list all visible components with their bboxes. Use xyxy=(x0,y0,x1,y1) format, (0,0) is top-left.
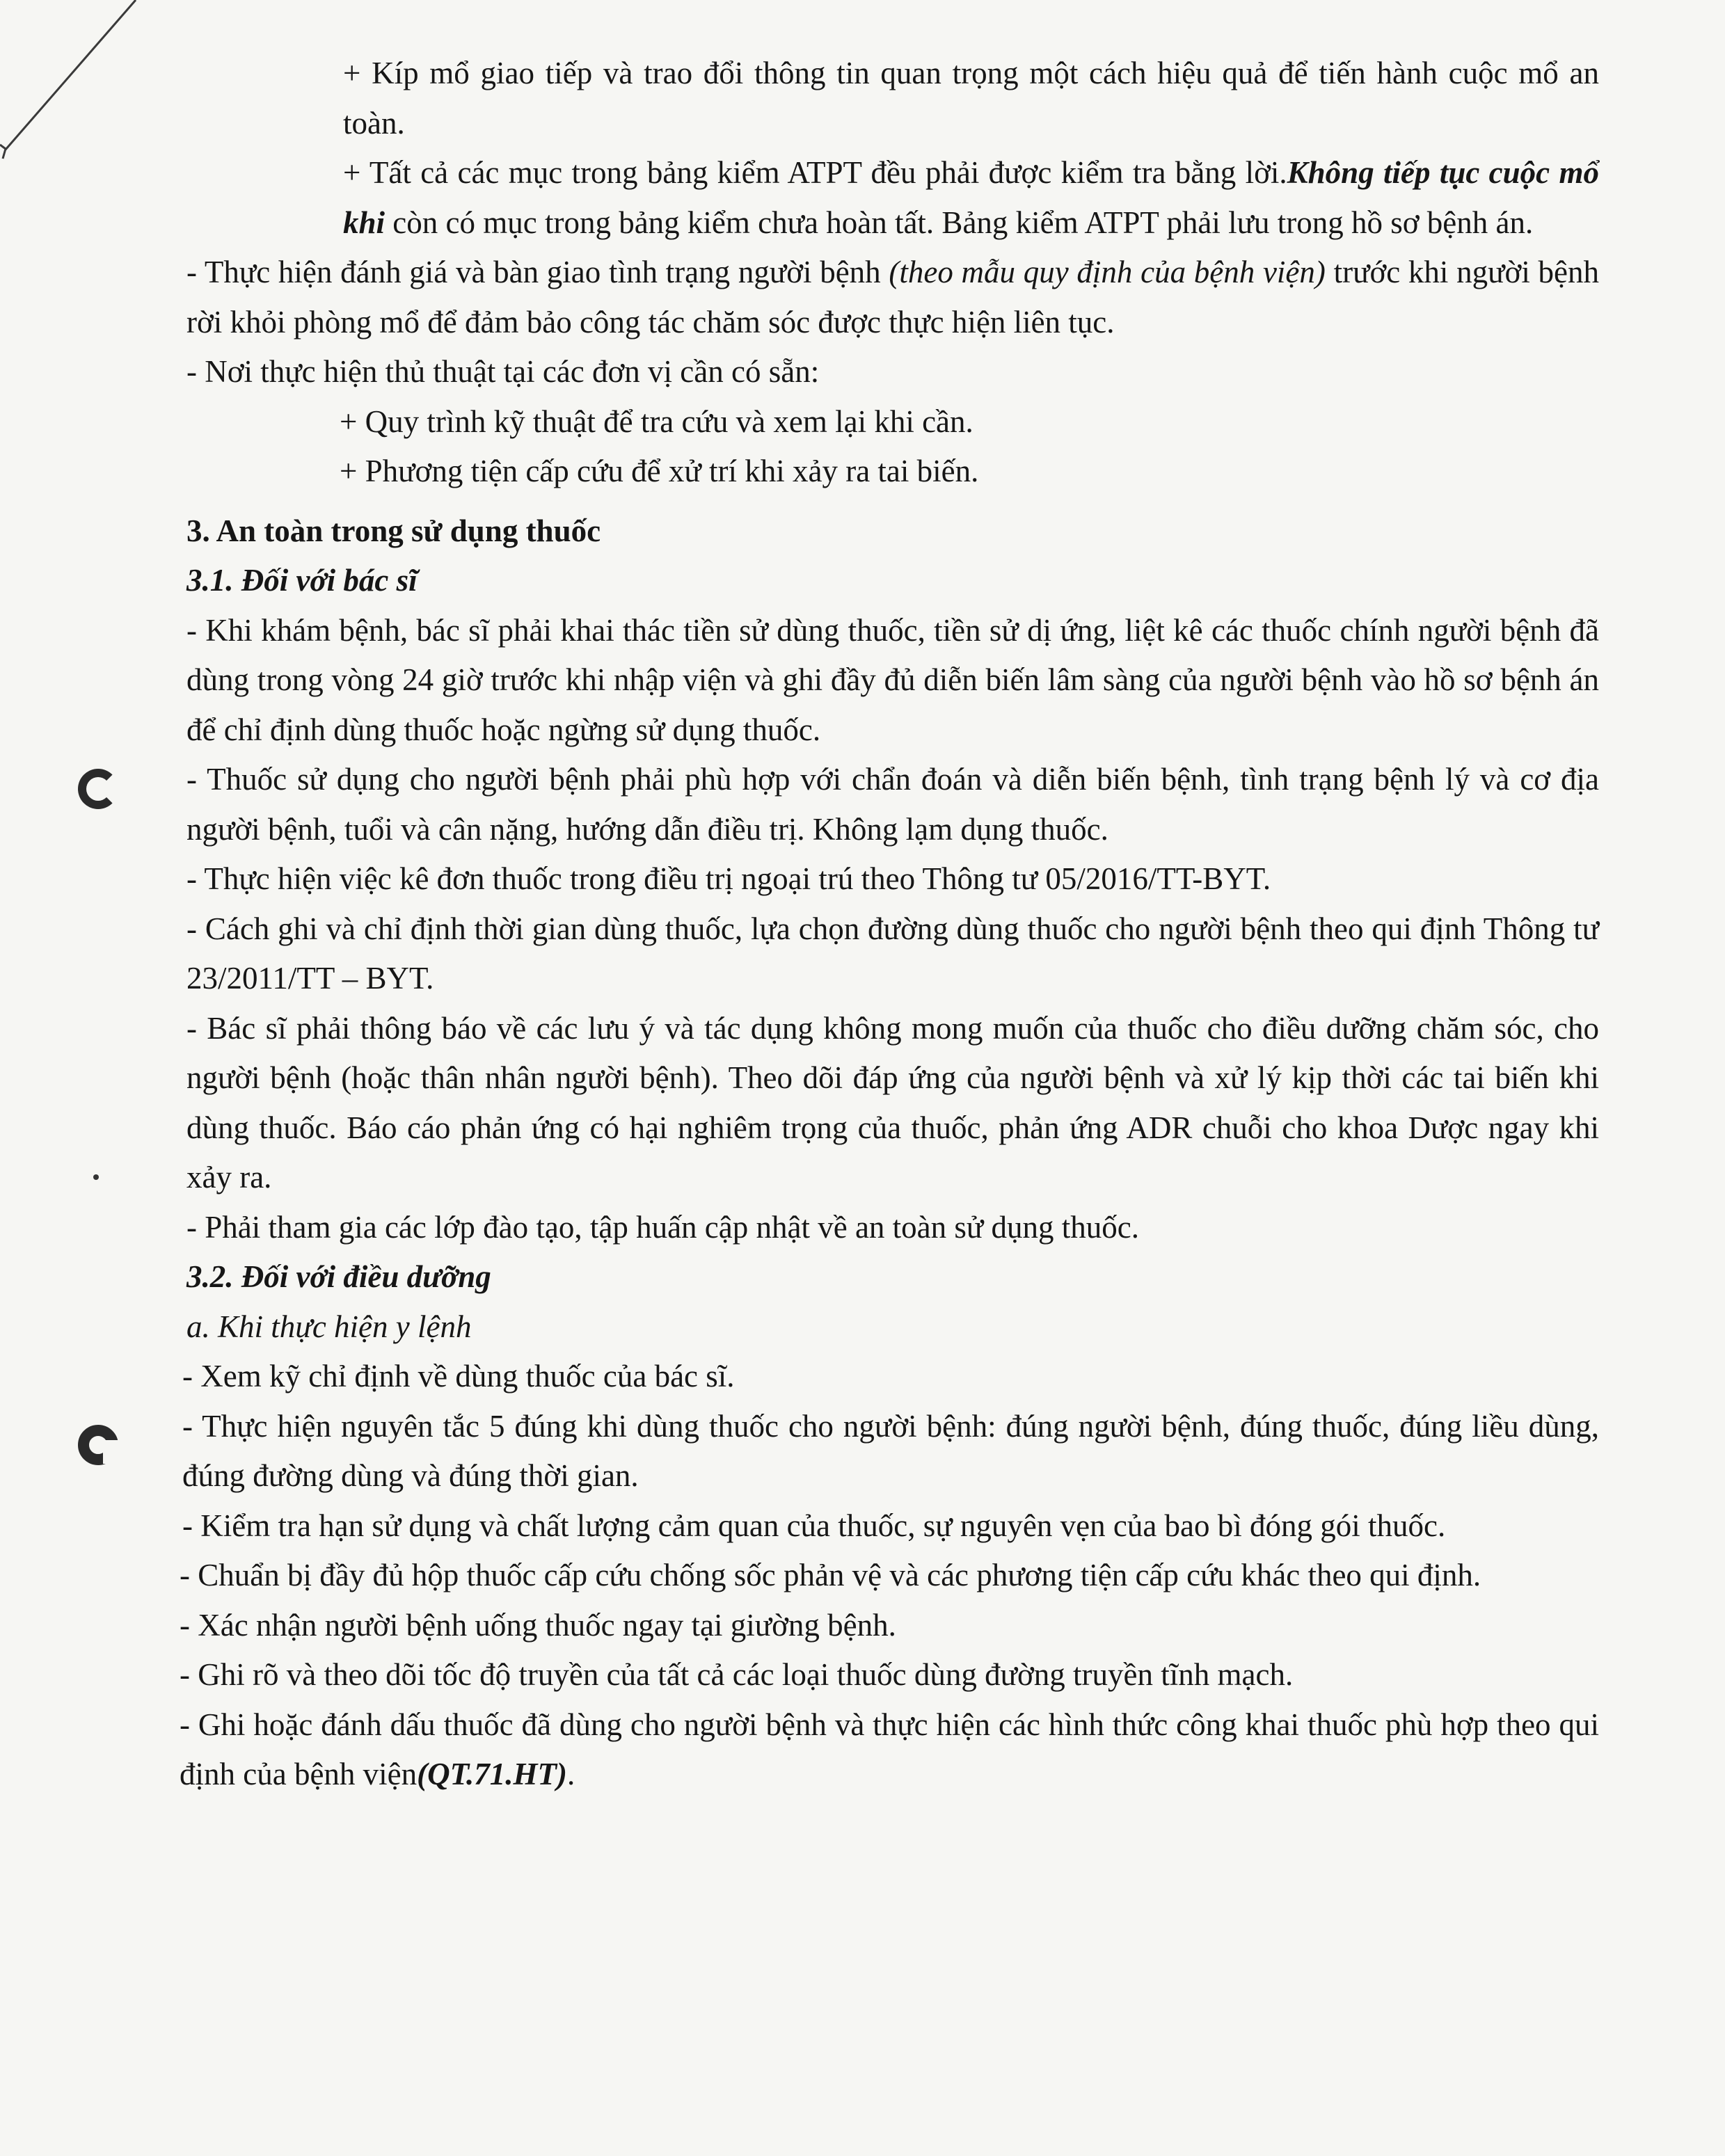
paragraph xyxy=(182,1402,1599,1501)
paragraph-text: - Cách ghi và chỉ định thời gian dùng thuốc, lựa chọn đường dùng thuốc cho người bệnh theo qui định Thông tư 23/2011/TT – BYT. xyxy=(186,911,1599,996)
paragraph xyxy=(186,347,1599,397)
punch-hole-mark xyxy=(78,1425,118,1465)
emphasis-text: Không tiếp tục cuộc mổ khi xyxy=(343,155,1599,240)
paragraph xyxy=(221,447,1599,497)
punch-hole-mark xyxy=(78,769,118,809)
paragraph xyxy=(180,1700,1599,1800)
paragraph xyxy=(180,1601,1599,1651)
paragraph-text: - Nơi thực hiện thủ thuật tại các đơn vị cần có sẵn: xyxy=(186,354,820,389)
paragraph xyxy=(180,1551,1599,1601)
paragraph-text: - Phải tham gia các lớp đào tạo, tập huấn cập nhật về an toàn sử dụng thuốc. xyxy=(186,1209,1140,1245)
paragraph-text: - Xem kỹ chỉ định về dùng thuốc của bác sĩ. xyxy=(182,1359,735,1394)
paragraph-text: + Kíp mổ giao tiếp và trao đổi thông tin quan trọng một cách hiệu quả để tiến hành cuộc mổ an toàn. xyxy=(343,56,1599,141)
paragraph xyxy=(182,1501,1599,1551)
emphasis-text: (QT.71.HT) xyxy=(417,1757,567,1791)
paragraph-text: - Thực hiện việc kê đơn thuốc trong điều trị ngoại trú theo Thông tư 05/2016/TT-BYT. xyxy=(186,861,1271,896)
paragraph-text: - Xác nhận người bệnh uống thuốc ngay tại giường bệnh. xyxy=(180,1607,896,1643)
paragraph xyxy=(186,606,1599,756)
paragraph xyxy=(180,1650,1599,1700)
subsection-heading: 3.2. Đối với điều dưỡng xyxy=(186,1259,491,1294)
paragraph-text: - Thực hiện đánh giá và bàn giao tình trạng người bệnh xyxy=(186,255,889,289)
paragraph-text: . xyxy=(566,1757,575,1791)
subsection-heading: 3.1. Đối với bác sĩ xyxy=(186,563,418,598)
italic-text: (theo mẫu quy định của bệnh viện) xyxy=(889,255,1326,289)
paragraph xyxy=(186,755,1599,854)
paragraph xyxy=(221,397,1599,447)
paragraph-text: + Quy trình kỹ thuật để tra cứu và xem lại khi cần. xyxy=(340,404,973,439)
paragraph xyxy=(186,248,1599,347)
paragraph-text: - Kiểm tra hạn sử dụng và chất lượng cảm quan của thuốc, sự nguyên vẹn của bao bì đóng gói thuốc. xyxy=(182,1508,1446,1543)
sub-heading: a. Khi thực hiện y lệnh xyxy=(186,1309,472,1344)
paragraph-text: - Ghi hoặc đánh dấu thuốc đã dùng cho người bệnh và thực hiện các hình thức công khai thuốc phù hợp theo qui định của bệnh viện xyxy=(180,1707,1599,1791)
paragraph xyxy=(186,904,1599,1004)
paragraph-text: - Khi khám bệnh, bác sĩ phải khai thác tiền sử dùng thuốc, tiền sử dị ứng, liệt kê các thuốc chính người bệnh đã dùng trong vòng 24 giờ trước khi nhập viện và ghi đầy đủ diễn biến lâm sàng của người bệnh vào hồ sơ bệnh án để chỉ định dùng thuốc hoặc ngừng sử dụng thuốc. xyxy=(186,612,1599,747)
paragraph-text: - Thực hiện nguyên tắc 5 đúng khi dùng thuốc cho người bệnh: đúng người bệnh, đúng thuốc, đúng liều dùng, đúng đường dùng và đúng thời gian. xyxy=(182,1408,1599,1493)
paragraph-text: còn có mục trong bảng kiểm chưa hoàn tất. Bảng kiểm ATPT phải lưu trong hồ sơ bệnh án. xyxy=(385,205,1534,240)
paragraph xyxy=(221,49,1599,148)
paragraph xyxy=(186,1203,1599,1253)
paragraph-text: - Ghi rõ và theo dõi tốc độ truyền của tất cả các loại thuốc dùng đường truyền tĩnh mạch. xyxy=(180,1657,1294,1692)
section-heading: 3. An toàn trong sử dụng thuốc xyxy=(186,513,601,548)
paragraph-text: + Phương tiện cấp cứu để xử trí khi xảy ra tai biến. xyxy=(340,454,979,488)
paragraph xyxy=(186,854,1599,904)
paragraph-text: - Chuẩn bị đầy đủ hộp thuốc cấp cứu chống sốc phản vệ và các phương tiện cấp cứu khác theo qui định. xyxy=(180,1558,1481,1592)
paragraph xyxy=(186,1004,1599,1203)
paragraph-text: trước khi người bệnh rời khỏi phòng mổ để đảm bảo công tác chăm sóc được thực hiện liên tục. xyxy=(186,255,1599,340)
paragraph-text: - Thuốc sử dụng cho người bệnh phải phù hợp với chẩn đoán và diễn biến bệnh, tình trạng bệnh lý và cơ địa người bệnh, tuổi và cân nặng, hướng dẫn điều trị. Không lạm dụng thuốc. xyxy=(186,762,1599,847)
scan-speck xyxy=(93,1174,99,1180)
paragraph-text: + Tất cả các mục trong bảng kiểm ATPT đều phải được kiểm tra bằng lời. xyxy=(343,155,1287,190)
paragraph-text: - Bác sĩ phải thông báo về các lưu ý và tác dụng không mong muốn của thuốc cho điều dưỡng chăm sóc, cho người bệnh (hoặc thân nhân người bệnh). Theo dõi đáp ứng của người bệnh và xử lý kịp thời các tai biến khi dùng thuốc. Báo cáo phản ứng có hại nghiêm trọng của thuốc, phản ứng ADR chuỗi cho khoa Dược ngay khi xảy ra. xyxy=(186,1010,1599,1195)
paragraph xyxy=(182,1352,1599,1402)
paragraph xyxy=(221,148,1599,248)
document-body xyxy=(180,49,1599,1800)
pen-stroke-mark xyxy=(0,0,153,167)
